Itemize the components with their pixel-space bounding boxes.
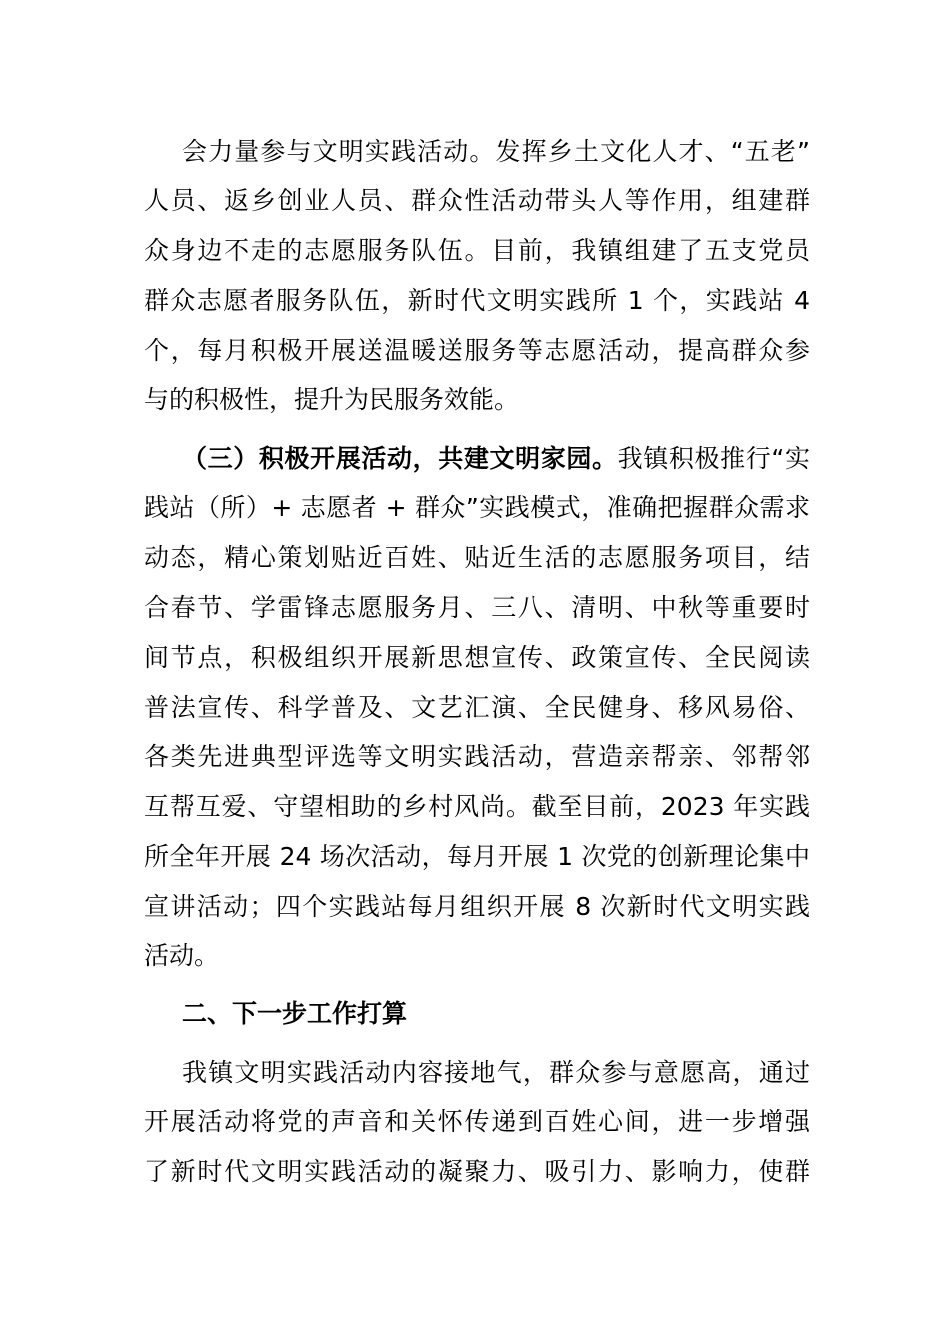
paragraph-2-line-5: 间节点，积极组织开展新思想宣传、政策宣传、全民阅读 [144, 643, 810, 672]
paragraph-3-line-3: 了新时代文明实践活动的凝聚力、吸引力、影响力，使群 [144, 1157, 810, 1186]
paragraph-2-line-11: 活动。 [144, 941, 220, 970]
paragraph-1-line-5: 个，每月积极开展送温暖送服务等志愿活动，提高群众参 [144, 336, 810, 365]
paragraph-1-line-6: 与的积极性，提升为民服务效能。 [144, 385, 520, 414]
paragraph-3-line-2: 开展活动将党的声音和关怀传递到百姓心间，进一步增强 [144, 1107, 810, 1136]
section-heading: 二、下一步工作打算 [182, 999, 408, 1028]
paragraph-2-line-8: 互帮互爱、守望相助的乡村风尚。截至目前，2023 年实践 [144, 792, 810, 821]
paragraph-2-line-6: 普法宣传、科学普及、文艺汇演、全民健身、移风易俗、 [144, 693, 810, 722]
paragraph-1-line-1: 会力量参与文明实践活动。发挥乡土文化人才、“五老” [182, 137, 810, 166]
paragraph-2-line-10: 宣讲活动；四个实践站每月组织开展 8 次新时代文明实践 [144, 892, 810, 921]
paragraph-2-line-2: 践站（所）+ 志愿者 + 群众”实践模式，准确把握群众需求 [144, 493, 810, 522]
paragraph-2-lead-rest: 我镇积极推行“实 [617, 444, 810, 473]
paragraph-1-line-3: 众身边不走的志愿服务队伍。目前，我镇组建了五支党员 [144, 236, 810, 265]
paragraph-2-line-9: 所全年开展 24 场次活动，每月开展 1 次党的创新理论集中 [144, 842, 810, 871]
paragraph-2-line-1 [182, 441, 810, 477]
paragraph-1-line-2: 人员、返乡创业人员、群众性活动带头人等作用，组建群 [144, 186, 810, 215]
paragraph-2-line-7: 各类先进典型评选等文明实践活动，营造亲帮亲、邻帮邻 [144, 742, 810, 771]
paragraph-3-line-1: 我镇文明实践活动内容接地气，群众参与意愿高，通过 [182, 1058, 810, 1087]
paragraph-2-line-4: 合春节、学雷锋志愿服务月、三八、清明、中秋等重要时 [144, 593, 810, 622]
paragraph-1-line-4: 群众志愿者服务队伍，新时代文明实践所 1 个，实践站 4 [144, 286, 810, 315]
subheading-3: （三）积极开展活动，共建文明家园。 [182, 444, 618, 473]
paragraph-2-line-3: 动态，精心策划贴近百姓、贴近生活的志愿服务项目，结 [144, 543, 810, 572]
